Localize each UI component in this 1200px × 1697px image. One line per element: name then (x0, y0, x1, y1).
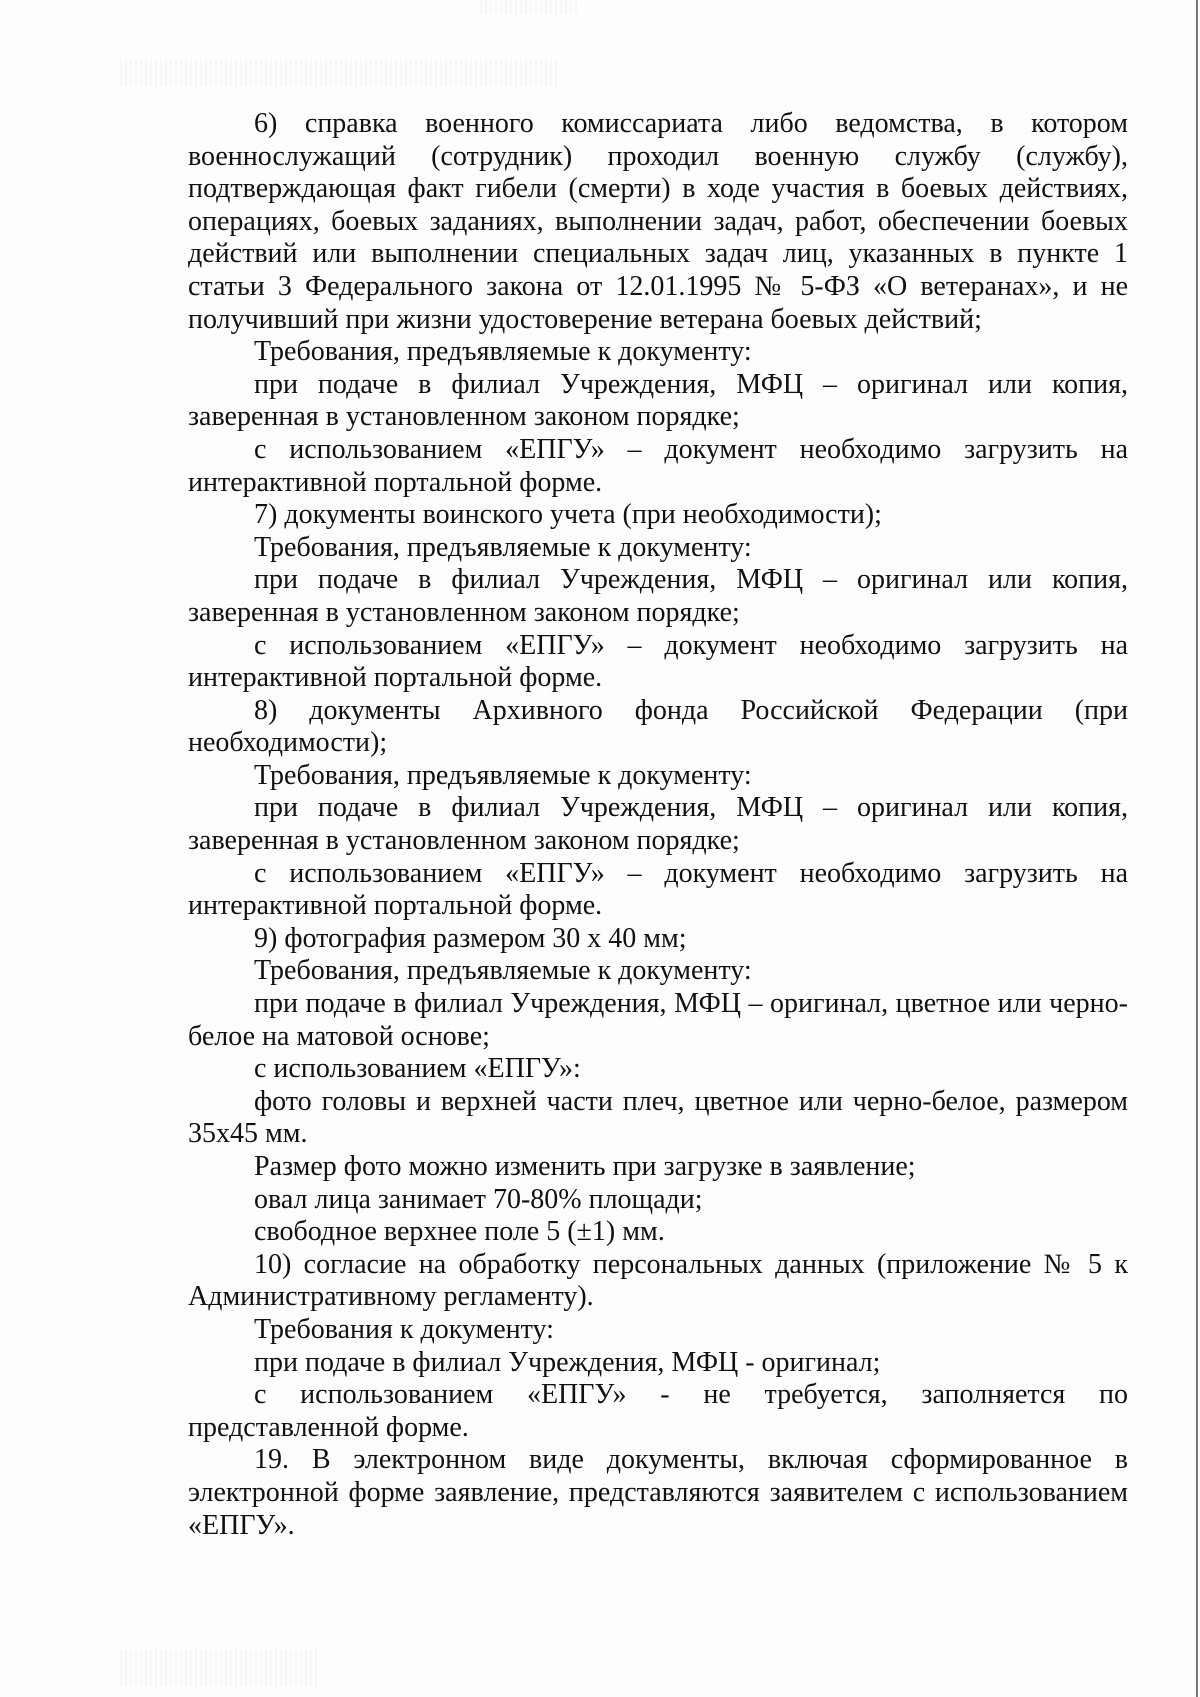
paragraph: овал лица занимает 70-80% площади; (254, 1183, 703, 1215)
paragraph: фото головы и верхней части плеч, цветное или черно-белое, размером 35х45 мм. (188, 1085, 1128, 1150)
paragraph: Требования, предъявляемые к документу: (254, 955, 752, 987)
paragraph: при подаче в филиал Учреждения, МФЦ – оригинал, цветное или черно-белое на матовой основе; (188, 988, 1128, 1052)
scan-artifact (120, 1650, 320, 1686)
paragraph: с использованием «ЕПГУ»: (254, 1053, 581, 1085)
paragraph: 7) документы воинского учета (при необходимости); (254, 499, 882, 531)
scan-artifact (480, 0, 580, 14)
document-body (188, 108, 1128, 1542)
paragraph: с использованием «ЕПГУ» – документ необходимо загрузить на интерактивной портальной форме. (188, 857, 1128, 922)
paragraph: 10) согласие на обработку персональных данных (приложение № 5 к Административному регламенту). (188, 1248, 1128, 1313)
scan-edge-line (1196, 0, 1198, 1697)
paragraph: Требования, предъявляемые к документу: (254, 759, 752, 791)
paragraph: с использованием «ЕПГУ» – документ необходимо загрузить на интерактивной портальной форме. (188, 629, 1128, 694)
scan-artifact (120, 60, 560, 86)
paragraph: при подаче в филиал Учреждения, МФЦ – оригинал или копия, заверенная в установленном законом порядке; (188, 564, 1128, 628)
paragraph: 6) справка военного комиссариата либо ведомства, в котором военнослужащий (сотрудник) проходил военную службу (службу), подтверждающая факт гибели (смерти) в ходе участия в боевых действиях, операциях, боевых заданиях, выполнении задач, работ, обеспечении боевых действий или выполнении специальных задач лиц, указанных в пункте 1 статьи 3 Федерального закона от 12.01.1995 № 5-ФЗ «О ветеранах», и не получивший при жизни удостоверение ветерана боевых действий; (188, 108, 1128, 335)
paragraph: Размер фото можно изменить при загрузке в заявление; (254, 1151, 916, 1182)
paragraph: Требования, предъявляемые к документу: (254, 531, 752, 563)
paragraph: 8) документы Архивного фонда Российской Федерации (при необходимости); (188, 694, 1128, 759)
paragraph: Требования к документу: (254, 1313, 554, 1345)
paragraph: 9) фотография размером 30 х 40 мм; (254, 922, 687, 954)
paragraph: 19. В электронном виде документы, включая сформированное в электронной форме заявление, представляются заявителем с использованием «ЕПГУ». (188, 1444, 1128, 1541)
paragraph: с использованием «ЕПГУ» - не требуется, заполняется по представленной форме. (188, 1379, 1128, 1443)
paragraph: при подаче в филиал Учреждения, МФЦ - оригинал; (254, 1346, 881, 1378)
paragraph: свободное верхнее поле 5 (±1) мм. (254, 1216, 665, 1248)
paragraph: при подаче в филиал Учреждения, МФЦ – оригинал или копия, заверенная в установленном законом порядке; (188, 368, 1128, 433)
paragraph: с использованием «ЕПГУ» – документ необходимо загрузить на интерактивной портальной форме. (188, 433, 1128, 498)
paragraph: Требования, предъявляемые к документу: (254, 336, 752, 368)
paragraph: при подаче в филиал Учреждения, МФЦ – оригинал или копия, заверенная в установленном законом порядке; (188, 792, 1128, 857)
